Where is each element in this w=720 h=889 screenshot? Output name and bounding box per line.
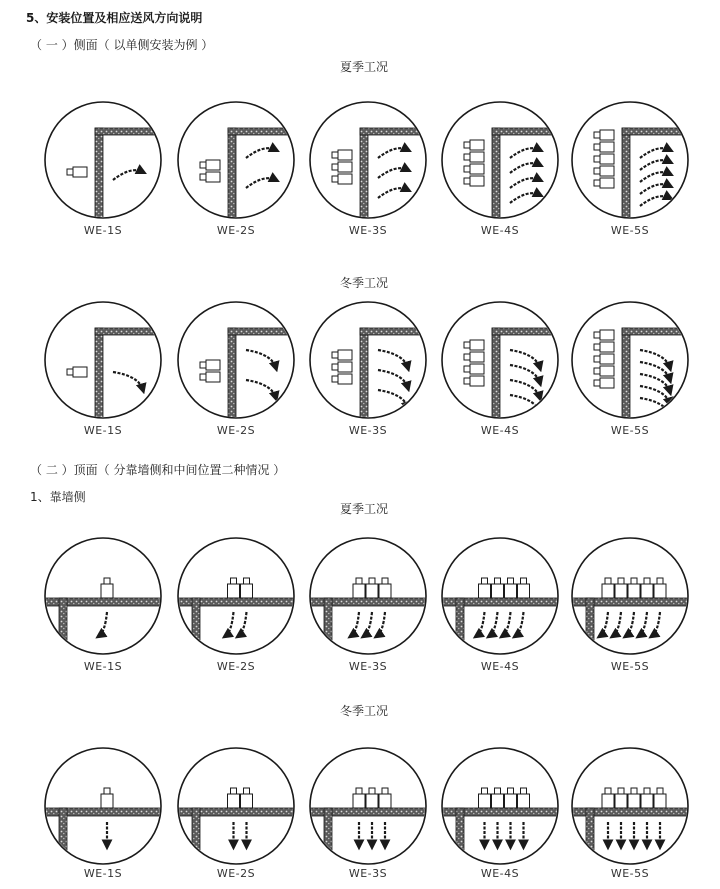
side-view-panel: [178, 102, 344, 244]
top-view-panel: [45, 748, 161, 866]
side-view-panel: [442, 102, 608, 244]
side-view-panel: [310, 102, 476, 244]
side-winter-label: 冬季工况: [339, 276, 388, 290]
model-label: WE-3S: [348, 867, 388, 880]
model-label: WE-1S: [83, 660, 123, 673]
top-view-panel: [310, 748, 426, 866]
model-label: WE-4S: [480, 424, 520, 437]
top-view-title: （ 二 ）顶面（ 分靠墙侧和中间位置二种情况 ）: [30, 463, 286, 477]
top-view-panel: [178, 538, 294, 656]
top-view-panel: [572, 748, 688, 866]
side-view-title: （ 一 ）侧面（ 以单侧安装为例 ）: [30, 38, 214, 52]
model-label: WE-2S: [216, 867, 256, 880]
top-view-panel: [572, 538, 688, 656]
top-summer-label: 夏季工况: [339, 502, 388, 516]
side-view-panel: [45, 102, 211, 244]
side-view-panel: [310, 302, 476, 444]
model-label: WE-1S: [83, 867, 123, 880]
model-label: WE-4S: [480, 224, 520, 237]
model-label: WE-4S: [480, 660, 520, 673]
model-label: WE-3S: [348, 660, 388, 673]
model-label: WE-2S: [216, 660, 256, 673]
top-view-panel: [442, 538, 558, 656]
section-heading: 5、安装位置及相应送风方向说明: [26, 11, 203, 25]
model-label: WE-5S: [610, 660, 650, 673]
model-label: WE-3S: [348, 224, 388, 237]
model-label: WE-5S: [610, 424, 650, 437]
model-label: WE-3S: [348, 424, 388, 437]
model-label: WE-4S: [480, 867, 520, 880]
side-view-panel: [178, 302, 344, 444]
model-label: WE-2S: [216, 424, 256, 437]
wall-side-subtitle: 1、靠墙侧: [30, 490, 86, 504]
side-view-panel: [572, 302, 720, 444]
side-view-panel: [45, 302, 211, 444]
side-view-panel: [572, 102, 720, 244]
model-label: WE-2S: [216, 224, 256, 237]
top-winter-label: 冬季工况: [339, 704, 388, 718]
top-view-panel: [442, 748, 558, 866]
side-view-panel: [442, 302, 608, 444]
top-view-panel: [178, 748, 294, 866]
model-label: WE-1S: [83, 424, 123, 437]
model-label: WE-5S: [610, 867, 650, 880]
model-label: WE-5S: [610, 224, 650, 237]
top-view-panel: [45, 538, 161, 656]
side-summer-label: 夏季工况: [339, 60, 388, 74]
model-label: WE-1S: [83, 224, 123, 237]
top-view-panel: [310, 538, 426, 656]
